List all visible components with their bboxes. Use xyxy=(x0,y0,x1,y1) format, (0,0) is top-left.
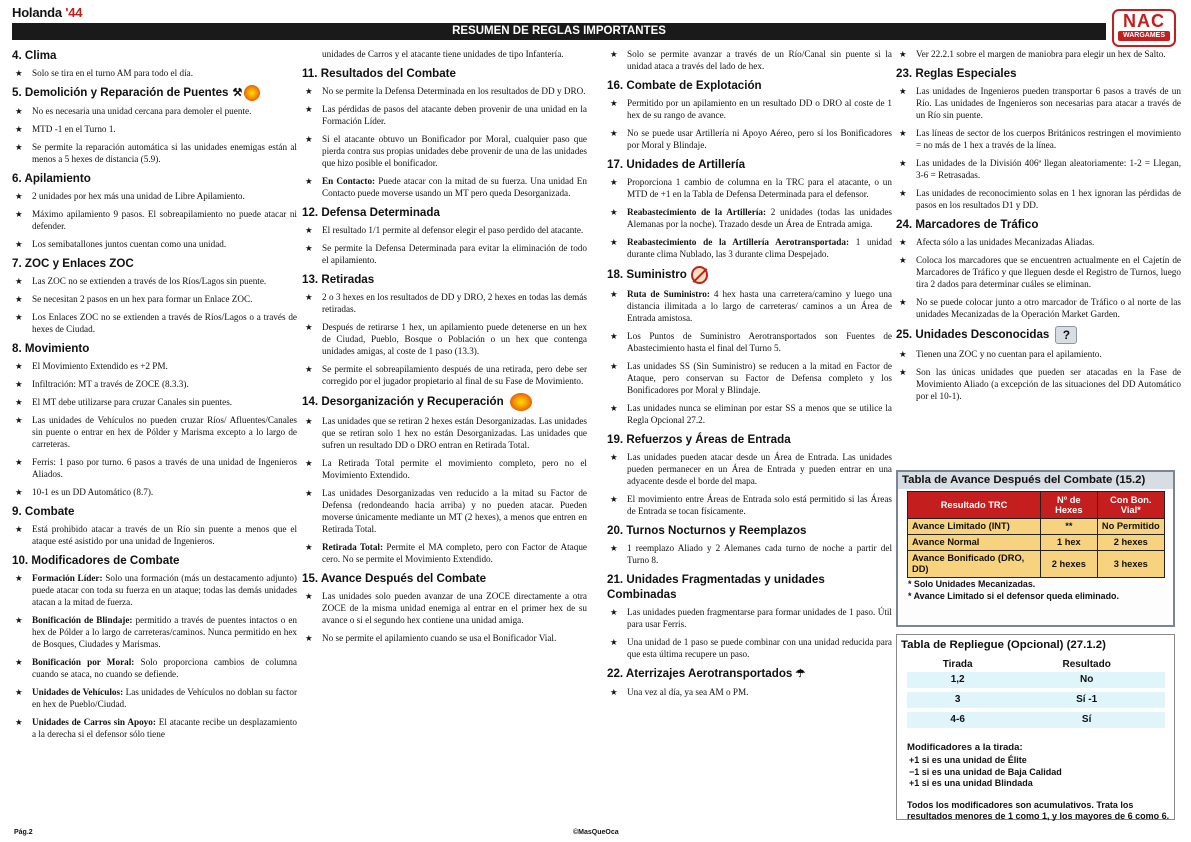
section-heading-text: 24. Marcadores de Tráfico xyxy=(896,218,1039,231)
rule-item xyxy=(12,716,297,740)
rule-item-text: Las unidades de Vehículos no pueden cruzar Ríos/ Afluentes/Canales sin puente o entrar en hex de Pólder y Marisma excepto a lo largo de carreteras. xyxy=(32,415,297,450)
section-heading-text: 22. Aterrizajes Aerotransportados xyxy=(607,667,793,680)
section-heading-text: 20. Turnos Nocturnos y Reemplazos xyxy=(607,524,807,537)
rule-item-text: No es necesaria una unidad cercana para demoler el puente. xyxy=(32,106,252,117)
column-2 xyxy=(302,48,587,828)
advance-cell: 2 hexes xyxy=(1041,551,1098,578)
advance-row-label: Avance Limitado (INT) xyxy=(908,519,1041,535)
rule-item-text: Las unidades que se retiran 2 hexes están Desorganizadas. Las unidades que se retiran solo 1 hex no están Desorganizadas. Las unidades que sufren un resultado DD o DRO entran en Retirada Total. xyxy=(322,416,587,450)
rule-item-text: Solo proporciona cambios de columna cuando se ataca, no cuando se defiende. xyxy=(32,657,297,680)
rule-item-text: Después de retirarse 1 hex, un apilamiento puede detenerse en un hex de Ciudad, Pueblo, Bosque o Población o un hex que contenga unidades amigas, al coste de 1 paso (13.3). xyxy=(322,322,587,356)
advance-row-label: Avance Bonificado (DRO, DD) xyxy=(908,551,1041,578)
modifier-item: +1 si es una unidad Blindada xyxy=(909,778,1033,788)
table-row xyxy=(908,551,1165,578)
rule-item xyxy=(12,238,297,250)
rule-item-text: Infiltración: MT a través de ZOCE (8.3.3). xyxy=(32,379,189,390)
logo-nac-text: NAC xyxy=(1123,11,1165,31)
advance-cell: 1 hex xyxy=(1041,535,1098,551)
rule-item-term: Retirada Total: xyxy=(322,542,384,552)
rule-item-text: Una vez al día, ya sea AM o PM. xyxy=(627,687,749,697)
table-row xyxy=(907,710,1165,730)
table-row xyxy=(907,672,1165,690)
rule-item-term: Bonificación de Blindaje: xyxy=(32,615,133,626)
rule-item xyxy=(896,85,1181,121)
rule-item-text: Las unidades de reconocimiento solas en 1 hex ignoran las pérdidas de pasos en los resultados D1 y DD. xyxy=(916,188,1181,210)
rule-item xyxy=(607,451,892,487)
rule-item-text: El atacante recibe un desplazamiento a la derecha si el defensor sólo tiene xyxy=(32,717,297,740)
rule-item xyxy=(12,686,297,710)
nac-wargames-logo xyxy=(1112,9,1176,47)
advance-table-note: * Avance Limitado si el defensor queda eliminado. xyxy=(908,591,1119,601)
rule-item xyxy=(302,590,587,626)
rule-item-text: 2 unidades por hex más una unidad de Libre Apilamiento. xyxy=(32,191,245,202)
rule-item-text: Las unidades nunca se eliminan por estar SS a menos que se utilice la Regla Opcional 27.2. xyxy=(627,403,892,425)
rule-item xyxy=(896,348,1181,360)
rule-item xyxy=(896,157,1181,181)
table-row xyxy=(907,690,1165,710)
rule-item xyxy=(302,242,587,266)
advance-table-title: Tabla de Avance Después del Combate (15.2) xyxy=(898,472,1173,489)
table-row xyxy=(908,535,1165,551)
rule-item xyxy=(12,656,297,680)
rule-item xyxy=(607,288,892,324)
rule-item xyxy=(302,291,587,315)
rule-item xyxy=(302,632,587,644)
section-heading-text: 11. Resultados del Combate xyxy=(302,67,456,80)
rule-item-text: Las unidades pueden fragmentarse para formar unidades de 1 paso. Útil para usar Ferris. xyxy=(627,607,892,629)
rule-item-text: No se puede usar Artillería ni Apoyo Aéreo, pero sí los Bonificadores por Moral y Blindaje. xyxy=(627,128,892,150)
rule-item-text: Las unidades solo pueden avanzar de una ZOCE directamente a otra ZOCE de la misma unidad enemiga al entrar en el primer hex de su avance o si el segundo hex contiene una unidad amiga. xyxy=(322,591,587,625)
rule-item-text: Máximo apilamiento 9 pasos. El sobreapilamiento no puede atacar ni defender. xyxy=(32,209,297,232)
advance-cell: 2 hexes xyxy=(1097,535,1164,551)
section-heading xyxy=(302,66,587,81)
rule-item xyxy=(12,141,297,165)
section-heading xyxy=(12,504,297,519)
page-number: Pág.2 xyxy=(14,829,33,836)
demolition-icon: ⚒ xyxy=(232,85,260,101)
retreat-cell: 3 xyxy=(907,690,1008,710)
rule-item xyxy=(12,360,297,372)
rule-item-text: Puede atacar con la mitad de su fuerza. Una unidad En Contacto puede moverse usando un MT pero queda Desorganizada. xyxy=(322,176,587,198)
rule-item xyxy=(896,366,1181,402)
rule-item-text: Los Puntos de Suministro Aerotransportados son Fuentes de Abastecimiento hasta el final del Turno 5. xyxy=(627,331,892,353)
section-heading xyxy=(12,256,297,271)
rule-item-text: Las unidades Desorganizadas ven reducido a la mitad su Factor de Defensa (redondeando hacia arriba) y no pueden atacar. Pueden moverse únicamente mediante un MT (2 hexes), a menos que entren en Retirada Total. xyxy=(322,488,587,534)
rule-item xyxy=(12,486,297,498)
rule-item xyxy=(12,378,297,390)
section-heading-text: 25. Unidades Desconocidas xyxy=(896,328,1050,342)
rule-item-term: En Contacto: xyxy=(322,176,376,186)
rule-item xyxy=(12,396,297,408)
advance-cell: ** xyxy=(1041,519,1098,535)
rule-item-term: Reabastecimiento de la Artillería Aerotransportada: xyxy=(627,237,850,247)
retreat-optional-table xyxy=(896,634,1175,820)
section-heading xyxy=(896,66,1181,81)
advance-header-cell: Resultado TRC xyxy=(908,492,1041,519)
rule-item xyxy=(896,187,1181,211)
rule-item xyxy=(12,614,297,650)
section-heading xyxy=(302,571,587,586)
rule-item xyxy=(12,293,297,305)
game-title xyxy=(12,5,82,20)
rule-item xyxy=(896,296,1181,320)
section-heading-text: 12. Defensa Determinada xyxy=(302,206,440,219)
advance-header-cell: Nº de Hexes xyxy=(1041,492,1098,519)
rule-item xyxy=(12,123,297,135)
retreat-cell: No xyxy=(1008,672,1165,690)
advance-header-cell: Con Bon. Vial* xyxy=(1097,492,1164,519)
rule-item xyxy=(12,275,297,287)
rule-item xyxy=(302,103,587,127)
rule-item xyxy=(302,85,587,97)
advance-table-note: * Solo Unidades Mecanizadas. xyxy=(908,579,1036,589)
parachute-icon: ☂ xyxy=(795,668,806,680)
section-heading-text: 16. Combate de Explotación xyxy=(607,79,762,92)
rule-item xyxy=(302,321,587,357)
rule-item xyxy=(896,254,1181,290)
column-1 xyxy=(12,48,297,828)
section-heading-text: 10. Modificadores de Combate xyxy=(12,554,180,568)
retreat-table-grid xyxy=(907,657,1165,732)
rule-item-text: 4 hex hasta una carretera/camino y luego una distancia ilimitada a lo largo de carreteras/ caminos a un Área de Entrada amistosa. xyxy=(627,289,892,323)
retreat-header-cell: Resultado xyxy=(1062,659,1111,670)
rule-item-text: permitido a través de puentes intactos o en hex de Pólder a lo largo de carreteras/caminos. Nunca permitido en hex de Bosques, Ciudades y Marismas. xyxy=(32,615,297,650)
rule-item-text: Las líneas de sector de los cuerpos Británicos restringen el movimiento = no más de 1 hex a través de la línea. xyxy=(916,128,1181,150)
rule-item xyxy=(302,175,587,199)
rule-item-text: Coloca los marcadores que se encuentren actualmente en el Cajetín de Marcadores de Tráfico y que lleguen desde el Registro de Turnos, luego tira 2 dados para determinar cuáles se eliminan. xyxy=(916,255,1181,289)
rule-item-term: Reabastecimiento de la Artillería: xyxy=(627,207,767,217)
rule-item xyxy=(302,415,587,451)
section-heading-text: 4. Clima xyxy=(12,49,57,62)
section-heading-text: 23. Reglas Especiales xyxy=(896,67,1017,80)
rule-item-text: Solo se permite avanzar a través de un Río/Canal sin puente si la unidad ataca a través del lado de hex. xyxy=(627,49,892,71)
rule-item-term: Bonificación por Moral: xyxy=(32,657,135,668)
rule-item-text: No se puede colocar junto a otro marcador de Tráfico o al norte de las unidades Mecanizadas de la Operación Market Garden. xyxy=(916,297,1181,319)
rule-item-term: Formación Líder: xyxy=(32,573,103,584)
rule-item xyxy=(607,402,892,426)
rule-item xyxy=(607,206,892,230)
rule-item-text: Son las únicas unidades que pueden ser atacadas en la Fase de Movimiento Aliado (a excepción de las situaciones del DD Automático por el 10-1). xyxy=(916,367,1181,401)
rule-item-text: Solo se tira en el turno AM para todo el día. xyxy=(32,68,194,78)
copyright-credit: ©MasQueOca xyxy=(573,829,619,836)
section-heading xyxy=(12,341,297,356)
rule-item-text: No se permite el apilamiento cuando se usa el Bonificador Vial. xyxy=(322,633,557,643)
page-header xyxy=(0,0,1191,48)
section-heading xyxy=(12,553,297,568)
rule-item xyxy=(12,523,297,547)
section-heading xyxy=(607,666,892,682)
section-heading xyxy=(12,48,297,63)
rule-item xyxy=(302,363,587,387)
table-row xyxy=(908,519,1165,535)
section-heading-text: 19. Refuerzos y Áreas de Entrada xyxy=(607,433,791,446)
rule-item-text: Las unidades de Vehículos no doblan su factor en hex de Pueblo/Ciudad. xyxy=(32,687,297,710)
rule-item-text: 10-1 es un DD Automático (8.7). xyxy=(32,487,154,498)
rule-item xyxy=(302,541,587,565)
section-heading xyxy=(607,432,892,447)
rule-item xyxy=(12,105,297,117)
section-heading-text: 17. Unidades de Artillería xyxy=(607,158,746,171)
retreat-header-cell: Tirada xyxy=(942,659,973,670)
rule-item xyxy=(607,636,892,660)
no-supply-icon xyxy=(691,266,708,284)
rule-item xyxy=(12,208,297,232)
rule-item xyxy=(12,572,297,608)
section-heading xyxy=(12,85,297,101)
rule-item-text: Ferris: 1 paso por turno. 6 pasos a través de una unidad de Ingenieros Aliados. xyxy=(32,457,297,480)
rule-item-term: Ruta de Suministro: xyxy=(627,289,710,299)
advance-after-combat-table xyxy=(896,470,1175,627)
game-title-name: Holanda xyxy=(12,5,62,20)
advance-table-grid xyxy=(907,491,1165,578)
rule-item xyxy=(302,133,587,169)
rule-item-text: unidades de Carros y el atacante tiene unidades de tipo Infantería. xyxy=(322,49,564,59)
section-heading-text: 21. Unidades Fragmentadas y unidades Combinadas xyxy=(607,573,825,601)
section-heading xyxy=(607,523,892,538)
rule-item xyxy=(607,48,892,72)
rule-item xyxy=(12,190,297,202)
rule-item xyxy=(607,176,892,200)
section-heading xyxy=(607,266,892,284)
rule-item-text: 2 o 3 hexes en los resultados de DD y DRO, 2 hexes en todas las demás retiradas. xyxy=(322,292,587,314)
rule-item-text: Las pérdidas de pasos del atacante deben provenir de una unidad en la Formación Líder. xyxy=(322,104,587,126)
advance-cell: No Permitido xyxy=(1097,519,1164,535)
rule-item-text: Una unidad de 1 paso se puede combinar con una unidad reducida para que esta última recupere un paso. xyxy=(627,637,892,659)
section-heading-text: 7. ZOC y Enlaces ZOC xyxy=(12,257,134,271)
rule-continuation xyxy=(322,48,587,60)
rule-item xyxy=(607,360,892,396)
modifier-item: +1 si es una unidad de Élite xyxy=(909,755,1027,765)
section-heading xyxy=(607,572,892,602)
rule-item-text: Permitido por un apilamiento en un resultado DD o DRO al coste de 1 hex de su rango de avance. xyxy=(627,98,892,120)
section-heading-text: 14. Desorganización y Recuperación xyxy=(302,395,504,409)
section-heading xyxy=(896,217,1181,232)
retreat-cell: Sí xyxy=(1008,710,1165,730)
advance-row-label: Avance Normal xyxy=(908,535,1041,551)
rule-item xyxy=(896,127,1181,151)
rule-item-text: Las unidades de la División 406ª llegan aleatoriamente: 1-2 = Llegan, 3-6 = Retrasadas. xyxy=(916,158,1181,180)
rule-item-text: El MT debe utilizarse para cruzar Canales sin puentes. xyxy=(32,397,233,408)
rule-item-text: Se permite la reparación automática si las unidades enemigas están al menos a 5 hexes de distancia (5.9). xyxy=(32,142,297,165)
rule-item-text: Se necesitan 2 pasos en un hex para formar un Enlace ZOC. xyxy=(32,294,253,305)
rule-item-text: Los semibatallones juntos cuentan como una unidad. xyxy=(32,239,227,250)
section-heading-text: 5. Demolición y Reparación de Puentes xyxy=(12,86,229,100)
retreat-table-title: Tabla de Repliegue (Opcional) (27.1.2) xyxy=(901,639,1106,651)
rule-item xyxy=(607,97,892,121)
rule-item xyxy=(607,542,892,566)
section-heading-text: 15. Avance Después del Combate xyxy=(302,572,487,585)
rule-item-text: Afecta sólo a las unidades Mecanizadas Aliadas. xyxy=(916,237,1095,247)
section-heading-text: 9. Combate xyxy=(12,505,75,519)
game-title-year: '44 xyxy=(65,5,83,20)
rule-item-text: Las unidades de Ingenieros pueden transportar 6 pasos a través de un Río. Las unidades de Ingenieros son necesarias para atacar a través de un Río sin puente. xyxy=(916,86,1181,120)
rule-item-text: Tienen una ZOC y no cuentan para el apilamiento. xyxy=(916,349,1102,359)
retreat-cell: 1,2 xyxy=(907,672,1008,690)
rule-item-text: Permite el MA completo, pero con Factor de Ataque cero. No se permite el Movimiento Extendido. xyxy=(322,542,587,564)
rule-item-text: MTD -1 en el Turno 1. xyxy=(32,124,116,135)
rule-item xyxy=(607,127,892,151)
unknown-unit-icon: ? xyxy=(1055,326,1077,344)
modifiers-footer: Todos los modificadores son acumulativos. Trata los resultados menores de 1 como 1, y los mayores de 6 como 6. xyxy=(907,799,1170,821)
rule-item-term: Unidades de Carros sin Apoyo: xyxy=(32,717,156,728)
rule-item-text: Proporciona 1 cambio de columna en la TRC para el atacante, o un MTD de +1 en la Tabla de Defensa Determinada para el defensor. xyxy=(627,177,892,199)
logo-wargames-text: WARGAMES xyxy=(1118,31,1170,41)
rule-item-text: Solo una formación (más un destacamento adjunto) puede atacar con toda su fuerza en un ataque; todas las demás unidades atacan a la mitad de fuerza. xyxy=(32,573,297,608)
rule-item xyxy=(302,224,587,236)
rule-item-text: Las ZOC no se extienden a través de los Ríos/Lagos sin puente. xyxy=(32,276,267,287)
modifiers-title: Modificadores a la tirada: xyxy=(907,742,1023,753)
section-heading-text: 13. Retiradas xyxy=(302,273,375,286)
rule-item-text: El movimiento entre Áreas de Entrada solo está permitido si las Áreas de Entrada se tocan físicamente. xyxy=(627,494,892,516)
rule-item-text: No se permite la Defensa Determinada en los resultados de DD y DRO. xyxy=(322,86,586,96)
section-heading xyxy=(607,157,892,172)
rule-item xyxy=(607,686,892,698)
section-heading-text: 18. Suministro xyxy=(607,268,687,282)
section-heading xyxy=(12,171,297,186)
rule-item xyxy=(302,457,587,481)
rule-item xyxy=(12,414,297,450)
section-heading-text: 8. Movimiento xyxy=(12,342,90,356)
modifier-item: −1 si es una unidad de Baja Calidad xyxy=(909,766,1062,777)
rule-item-text: 1 reemplazo Aliado y 2 Alemanes cada turno de noche a partir del Turno 8. xyxy=(627,543,892,565)
section-heading-text: 6. Apilamiento xyxy=(12,172,91,186)
disorganized-icon xyxy=(508,393,532,411)
rule-item-text: El resultado 1/1 permite al defensor elegir el paso perdido del atacante. xyxy=(322,225,584,235)
column-3 xyxy=(607,48,892,828)
rule-item-text: El Movimiento Extendido es +2 PM. xyxy=(32,361,168,372)
rule-item-text: 2 unidades (todas las unidades Alemanas por la noche). Trazado desde un Área de Entrada amiga. xyxy=(627,207,892,229)
rule-item-text: Ver 22.2.1 sobre el margen de maniobra para elegir un hex de Salto. xyxy=(916,49,1166,59)
rule-item-text: Se permite el sobreapilamiento después de una retirada, pero debe ser corregido por el jugador propietario al final de su Fase de Movimiento. xyxy=(322,364,587,386)
rule-item xyxy=(896,236,1181,248)
rule-item-text: La Retirada Total permite el movimiento completo, pero no el Movimiento Extendido. xyxy=(322,458,587,480)
rule-item-text: Las unidades pueden atacar desde un Área de Entrada. Las unidades pueden permanecer en un Área de Entrada y pueden entrar en una adyacente desde el borde del mapa. xyxy=(627,452,892,486)
rule-item-term: Unidades de Vehículos: xyxy=(32,687,124,698)
rule-item xyxy=(896,48,1181,60)
advance-cell: 3 hexes xyxy=(1097,551,1164,578)
rule-item xyxy=(12,311,297,335)
rule-item xyxy=(607,236,892,260)
retreat-cell: Sí -1 xyxy=(1008,690,1165,710)
page-banner: RESUMEN DE REGLAS IMPORTANTES xyxy=(12,23,1106,40)
rule-item-text: 1 unidad durante clima Nublado, las 3 durante clima Despejado. xyxy=(627,237,892,259)
rule-item xyxy=(12,456,297,480)
rule-item-text: Se permite la Defensa Determinada para evitar la eliminación de todo el apilamiento. xyxy=(322,243,587,265)
rule-item xyxy=(607,330,892,354)
rule-item xyxy=(607,606,892,630)
rule-item-text: Si el atacante obtuvo un Bonificador por Moral, cualquier paso que pierda contra sus propias unidades debe provenir de una de las unidades que hizo posible el bonificador. xyxy=(322,134,587,168)
rule-item-text: Los Enlaces ZOC no se extienden a través de Ríos/Lagos o a través de hexes de Ciudad. xyxy=(32,312,297,335)
section-heading xyxy=(302,205,587,220)
section-heading xyxy=(302,272,587,287)
rule-item-text: Las unidades SS (Sin Suministro) se reducen a la mitad en Factor de Ataque, pero conservan su Factor de Defensa completo y los Bonificadores por Moral y Blindaje. xyxy=(627,361,892,395)
section-heading xyxy=(896,326,1181,344)
rule-item xyxy=(302,487,587,535)
rule-item-text: Está prohibido atacar a través de un Río sin puente a menos que el ataque esté asistido por una unidad de Ingenieros. xyxy=(32,524,297,547)
section-heading xyxy=(302,393,587,411)
section-heading xyxy=(607,78,892,93)
rule-item xyxy=(12,67,297,79)
rule-item xyxy=(607,493,892,517)
retreat-cell: 4-6 xyxy=(907,710,1008,730)
